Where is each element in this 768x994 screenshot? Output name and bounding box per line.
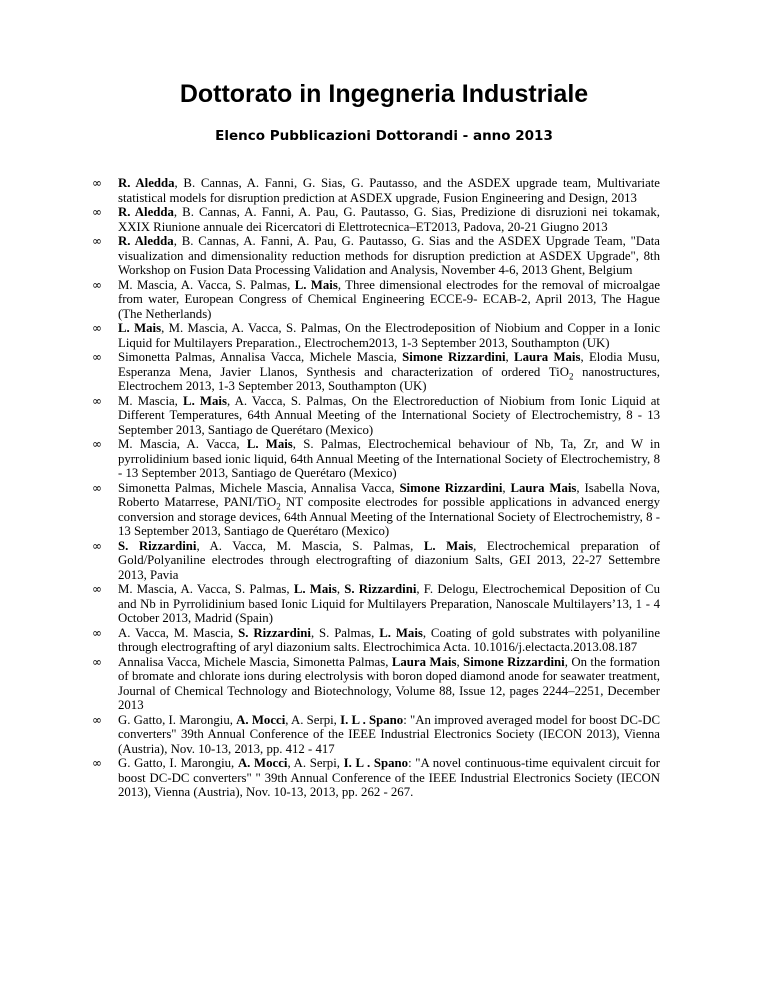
publication-text: : "A novel continuous-time equivalent circuit for boost DC-DC converters" " 39th Annual Conference of the IEEE Industrial Electronics Society (IECON 2013), Vienna (Austria), Nov. 10-13, 2013, pp. 262 - 267. — [118, 756, 660, 799]
publication-text: G. Gatto, I. Marongiu, — [118, 712, 237, 727]
publication-text: , — [502, 480, 511, 495]
bullet-icon: ∞ — [92, 205, 102, 219]
publication-text: , — [505, 350, 515, 364]
publication-text: , Coating of gold substrates with polyaniline through electrografting of aryl diazonium salts. Electrochimica Acta. 10.1016/j.electacta.2013.08.187 — [118, 625, 660, 654]
publication-text: M. Mascia, A. Vacca, S. Palmas, — [118, 277, 295, 292]
publication-text: , Three dimensional electrodes for the removal of microalgae from water, European Congress of Chemical Engineering ECCE-9- ECAB-2, April 2013, The Hague (The Netherlands) — [118, 277, 660, 321]
highlighted-author: S. Rizzardini — [118, 538, 197, 553]
publication-text: M. Mascia, A. Vacca, — [118, 437, 247, 451]
highlighted-author: L. Mais — [246, 437, 293, 451]
publication-text: , A. Vacca, S. Palmas, On the Electroreduction of Niobium from Ionic Liquid at Different Temperatures, 64th Annual Meeting of the International Society of Electrochemistry, 8 - 13 September 2013, Santiago de Querétaro (Mexico) — [118, 393, 660, 437]
list-item — [92, 350, 660, 394]
publication-text: , — [336, 582, 345, 596]
publication-text: M. Mascia, A. Vacca, S. Palmas, — [118, 582, 294, 596]
bullet-icon: ∞ — [92, 654, 102, 669]
list-item — [92, 437, 660, 481]
highlighted-author: A. Mocci — [236, 712, 286, 727]
publication-text: , — [456, 654, 464, 669]
list-item — [92, 582, 660, 626]
bullet-icon: ∞ — [92, 582, 102, 596]
publication-text: , B. Cannas, A. Fanni, A. Pau, G. Pautasso, G. Sias and the ASDEX Upgrade Team, "Data visualization and dimensionality reduction methods for disruption prediction at ASDEX Upgrade", 8th Workshop on Fusion Data Processing Validation and Analysis, November 4-6, 2013 Ghent, Belgium — [118, 234, 660, 277]
highlighted-author: S. Rizzardini — [238, 625, 311, 640]
list-item — [92, 626, 660, 655]
bullet-icon: ∞ — [92, 712, 102, 727]
list-item — [92, 205, 660, 234]
highlighted-author: L. Mais — [293, 582, 337, 596]
bullet-icon: ∞ — [92, 277, 102, 292]
highlighted-author: Laura Mais — [514, 350, 581, 364]
publication-text: 2 — [276, 501, 281, 512]
publication-text: , F. Delogu, Electrochemical Deposition of Cu and Nb in Pyrrolidinium based Ionic Liquid for Multilayers Preparation, Nanoscale Multilayers’13, 1 - 4 October 2013, Madrid (Spain) — [118, 582, 660, 625]
publication-text: Simonetta Palmas, Michele Mascia, Annalisa Vacca, — [118, 480, 400, 495]
publication-text: A. Vacca, M. Mascia, — [118, 625, 239, 640]
list-item — [92, 394, 660, 438]
highlighted-author: L. Mais — [183, 393, 227, 408]
list-item — [92, 176, 660, 205]
publication-text: : "An improved averaged model for boost DC-DC converters" 39th Annual Conference of the IEEE Industrial Electronics Society (IECON 2013), Vienna (Austria), Nov. 10-13, 2013, pp. 412 - 417 — [118, 712, 660, 756]
publication-text: , S. Palmas, Electrochemical behaviour of Nb, Ta, Zr, and W in pyrrolidinium based ionic liquid, 64th Annual Meeting of the International Society of Electrochemistry, 8 - 13 September 2013, Santiago de Querétaro (Mexico) — [118, 437, 660, 480]
publication-text: 2 — [568, 371, 574, 382]
highlighted-author: Laura Mais — [510, 480, 577, 495]
highlighted-author: Laura Mais — [391, 654, 457, 669]
bullet-icon: ∞ — [92, 321, 102, 335]
list-item — [92, 713, 660, 757]
publication-text: , Isabella Nova, Roberto Matarrese, PANI/TiO — [118, 480, 660, 509]
publication-list — [92, 176, 660, 800]
publication-text: G. Gatto, I. Marongiu, — [118, 756, 238, 770]
list-item — [92, 539, 660, 583]
highlighted-author: L. Mais — [118, 321, 162, 335]
bullet-icon: ∞ — [92, 234, 102, 248]
highlighted-author: R. Aledda — [118, 234, 174, 248]
publication-text: , B. Cannas, A. Fanni, A. Pau, G. Pautasso, G. Sias, Predizione di disruzioni nei tokamak, XXIX Riunione annuale dei Ricercatori di Elettrotecnica–ET2013, Padova, 20-21 Giugno 2013 — [118, 205, 660, 234]
bullet-icon: ∞ — [92, 625, 102, 640]
highlighted-author: Simone Rizzardini — [402, 350, 506, 364]
highlighted-author: I. L . Spano — [340, 712, 404, 727]
highlighted-author: I. L . Spano — [343, 756, 409, 770]
publication-text: , M. Mascia, A. Vacca, S. Palmas, On the Electrodeposition of Niobium and Copper in a Ionic Liquid for Multilayers Preparation., Electrochem2013, 1-3 September 2013, Southampton (UK) — [118, 321, 660, 350]
publication-text: Simonetta Palmas, Annalisa Vacca, Michele Mascia, — [118, 350, 403, 364]
publication-text: M. Mascia, — [118, 393, 184, 408]
publication-text: , S. Palmas, — [310, 625, 380, 640]
highlighted-author: R. Aledda — [118, 205, 174, 219]
publication-text: nanostructures, Electrochem 2013, 1-3 September 2013, Southampton (UK) — [118, 364, 660, 393]
bullet-icon: ∞ — [92, 538, 102, 553]
highlighted-author: L. Mais — [423, 538, 474, 553]
bullet-icon: ∞ — [92, 350, 102, 364]
list-item — [92, 234, 660, 278]
publication-text: , A. Serpi, — [287, 756, 344, 770]
bullet-icon: ∞ — [92, 393, 102, 408]
highlighted-author: L. Mais — [294, 277, 338, 292]
list-item — [92, 655, 660, 713]
list-item — [92, 321, 660, 350]
highlighted-author: S. Rizzardini — [344, 582, 417, 596]
highlighted-author: L. Mais — [379, 625, 423, 640]
page-title: Dottorato in Ingegneria Industriale — [179, 80, 589, 108]
publication-text: NT composite electrodes for possible applications in advanced energy conversion and storage devices, 64th Annual Meeting of the International Society of Electrochemistry, 8 - 13 September 2013, Santiago de Querétaro (Mexico) — [118, 495, 660, 538]
page-subtitle: Elenco Pubblicazioni Dottorandi - anno 2013 — [215, 128, 553, 144]
highlighted-author: A. Mocci — [237, 756, 288, 770]
highlighted-author: R. Aledda — [118, 176, 175, 190]
bullet-icon: ∞ — [92, 176, 102, 190]
list-item — [92, 278, 660, 322]
publication-text: , On the formation of bromate and chlorate ions during electrolysis with boron doped diamond anode for seawater treatment, Journal of Chemical Technology and Biotechnology, Volume 88, Issue 12, pages 2244–2251, December 2013 — [118, 654, 660, 712]
publication-text: , Electrochemical preparation of Gold/Polyaniline electrodes through electrografting of diazonium Salts, GEI 2013, 22-27 Settembre 2013, Pavia — [118, 538, 660, 582]
list-item — [92, 481, 660, 539]
publication-text: , A. Serpi, — [285, 712, 341, 727]
bullet-icon: ∞ — [92, 756, 102, 770]
publication-text: Annalisa Vacca, Michele Mascia, Simonetta Palmas, — [118, 654, 392, 669]
highlighted-author: Simone Rizzardini — [463, 654, 565, 669]
bullet-icon: ∞ — [92, 480, 102, 495]
publication-text: , B. Cannas, A. Fanni, G. Sias, G. Pautasso, and the ASDEX upgrade team, Multivariate statistical models for disruption prediction at ASDEX upgrade, Fusion Engineering and Design, 2013 — [118, 176, 660, 205]
publication-text: , A. Vacca, M. Mascia, S. Palmas, — [196, 538, 424, 553]
list-item — [92, 756, 660, 800]
bullet-icon: ∞ — [92, 437, 102, 451]
publication-text: , Elodia Musu, Esperanza Mena, Javier Llanos, Synthesis and characterization of ordered TiO — [118, 350, 660, 379]
highlighted-author: Simone Rizzardini — [399, 480, 503, 495]
